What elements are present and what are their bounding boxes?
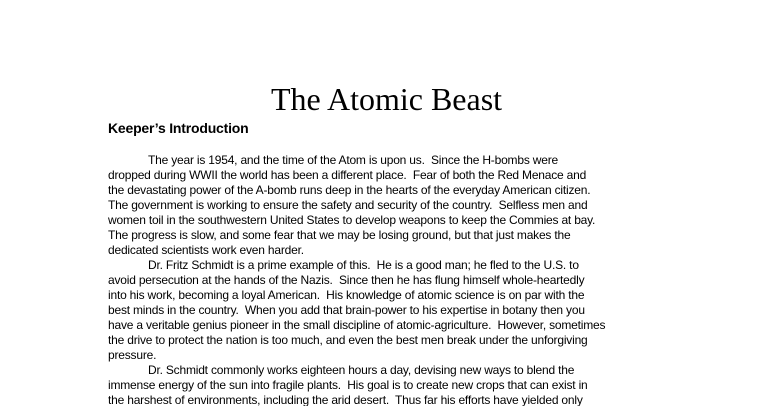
text-line: dedicated scientists work even harder.	[108, 243, 304, 257]
text-line: have a veritable genius pioneer in the small discipline of atomic-agriculture. However, sometimes	[108, 318, 606, 332]
text-line: the harshest of environments, including the arid desert. Thus far his efforts have yielded only	[108, 393, 583, 406]
text-line: into his work, becoming a loyal American. His knowledge of atomic science is on par with the	[108, 288, 585, 302]
section-heading: Keeper’s Introduction	[108, 120, 249, 136]
text-line: dropped during WWII the world has been a different place. Fear of both the Red Menace and	[108, 168, 587, 182]
text-line: best minds in the country. When you add that brain-power to his expertise in botany then you	[108, 303, 585, 317]
text-line: The year is 1954, and the time of the Atom is upon us. Since the H-bombs were	[148, 153, 558, 167]
paragraph	[108, 363, 693, 406]
text-line: avoid persecution at the hands of the Nazis. Since then he has flung himself whole-heartedly	[108, 273, 585, 287]
paragraph	[108, 153, 693, 258]
text-line: The progress is slow, and some fear that we may be losing ground, but that just makes the	[108, 228, 571, 242]
text-line: The government is working to ensure the safety and security of the country. Selfless men and	[108, 198, 588, 212]
text-line: Dr. Fritz Schmidt is a prime example of this. He is a good man; he fled to the U.S. to	[148, 258, 579, 272]
text-line: immense energy of the sun into fragile plants. His goal is to create new crops that can exist in	[108, 378, 588, 392]
document-body	[108, 153, 693, 406]
text-line: the devastating power of the A-bomb runs deep in the hearts of the everyday American citizen.	[108, 183, 591, 197]
paragraph	[108, 258, 693, 363]
document-title: The Atomic Beast	[270, 81, 503, 117]
text-line: Dr. Schmidt commonly works eighteen hours a day, devising new ways to blend the	[148, 363, 575, 377]
text-line: pressure.	[108, 348, 157, 362]
text-line: the drive to protect the nation is too much, and even the best men break under the unforgiving	[108, 333, 588, 347]
text-line: women toil in the southwestern United States to develop weapons to keep the Commies at bay.	[108, 213, 596, 227]
